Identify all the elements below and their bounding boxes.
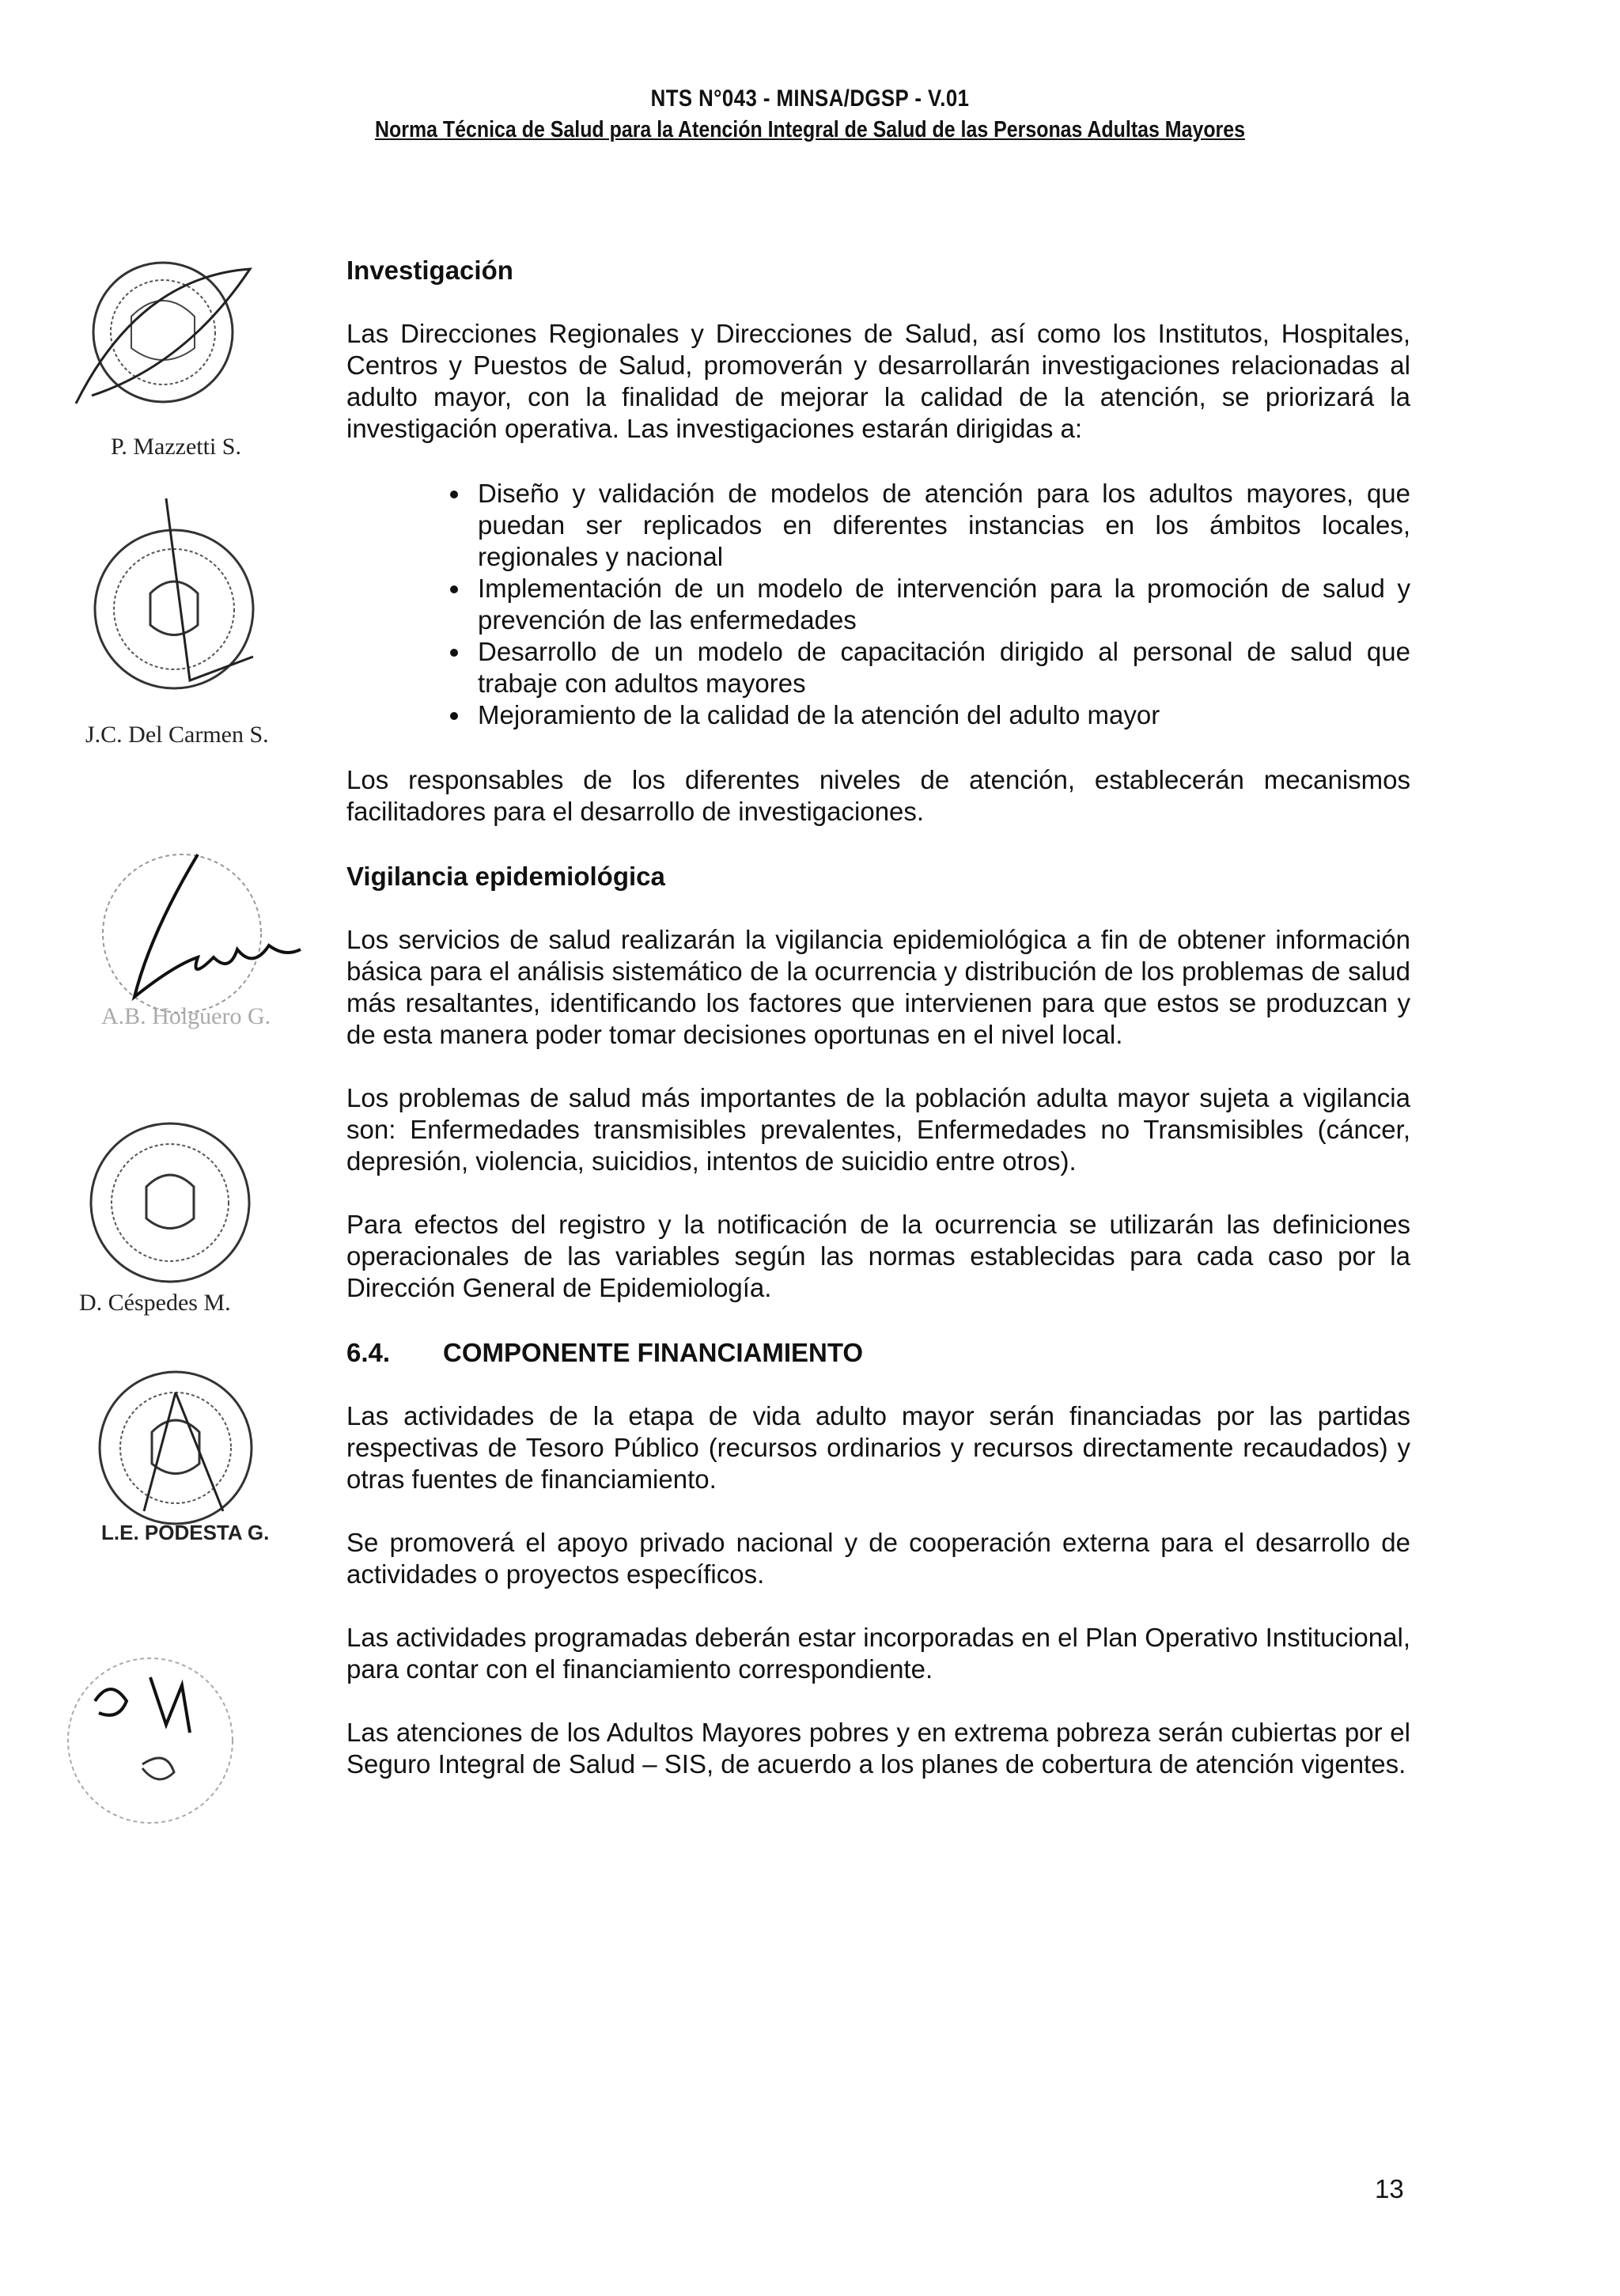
signature-name-3: A.B. Holguero G.	[101, 1003, 271, 1029]
list-item: Mejoramiento de la calidad de la atención del adulto mayor	[346, 699, 1410, 731]
bullet-icon	[450, 585, 458, 593]
paragraph-financiamiento-4: Las atenciones de los Adultos Mayores pobres y en extrema pobreza serán cubiertas por el Seguro Integral de Salud – SIS, de acuerdo a los planes de cobertura de atención vigentes.	[346, 1718, 1410, 1779]
list-item: Desarrollo de un modelo de capacitación dirigido al personal de salud que trabaje con adultos mayores	[346, 636, 1410, 699]
signature-name-1: P. Mazzetti S.	[111, 434, 241, 460]
paragraph-financiamiento-3: Las actividades programadas deberán estar incorporadas en el Plan Operativo Institucional, para contar con el financiamiento correspondiente.	[346, 1623, 1410, 1684]
paragraph-investigacion-intro: Las Direcciones Regionales y Direcciones de Salud, así como los Institutos, Hospitales, Centros y Puestos de Salud, promoverán y desarrollarán investigaciones relacionadas al adulto mayor, con la finalidad de mejorar la calidad de la atención, se priorizará la investigación operativa. Las investigaciones estarán dirigidas a:	[346, 319, 1410, 443]
bullet-icon	[450, 649, 458, 657]
official-seal-icon	[75, 1116, 265, 1290]
page-number: 13	[1375, 2174, 1404, 2203]
signature-name-5: L.E. PODESTA G.	[101, 1521, 270, 1544]
list-item: Implementación de un modelo de intervención para la promoción de salud y prevención de las enfermedades	[346, 573, 1410, 636]
seal-4	[75, 1116, 265, 1290]
official-seal-icon	[44, 245, 282, 435]
heading-vigilancia: Vigilancia epidemiológica	[346, 862, 665, 891]
paragraph-vigilancia-1: Los servicios de salud realizarán la vigilancia epidemiológica a fin de obtener información básica para el análisis sistemático de la ocurrencia y distribución de los problemas de salud más resaltantes, identificando los factores que intervienen para que estos se produzcan y de esta manera poder tomar decisiones oportunas en el nivel local.	[346, 925, 1410, 1049]
paragraph-vigilancia-2: Los problemas de salud más importantes de la población adulta mayor sujeta a vigilancia son: Enfermedades transmisibles prevalentes, Enfermedades no Transmisibles (cáncer, depresión, violencia, suicidios, intentos de suicidio entre otros).	[346, 1083, 1410, 1176]
paragraph-vigilancia-3: Para efectos del registro y la notificación de la ocurrencia se utilizarán las definiciones operacionales de las variables según las normas establecidas para cada caso por la Dirección General de Epidemiología.	[346, 1210, 1410, 1302]
list-item: Diseño y validación de modelos de atención para los adultos mayores, que puedan ser replicados en diferentes instancias en los ámbitos locales, regionales y nacional	[346, 478, 1410, 573]
signature-name-4: D. Céspedes M.	[79, 1290, 231, 1316]
seal-6	[63, 1630, 253, 1851]
official-seal-icon	[89, 1361, 263, 1535]
seal-2	[71, 491, 277, 712]
section-title: COMPONENTE FINANCIAMIENTO	[443, 1338, 864, 1367]
heading-investigacion: Investigación	[346, 256, 513, 285]
norm-code: NTS N°043 - MINSA/DGSP - V.01	[650, 85, 970, 112]
seal-5	[89, 1361, 263, 1535]
main-content	[346, 255, 1410, 1780]
bullet-icon	[450, 491, 458, 498]
official-seal-icon	[71, 491, 277, 712]
paragraph-financiamiento-1: Las actividades de la etapa de vida adulto mayor serán financiadas por las partidas respectivas de Tesoro Público (recursos ordinarios y recursos directamente recaudados) y otras fuentes de financiamiento.	[346, 1401, 1410, 1494]
investigacion-bullet-list	[346, 478, 1410, 731]
section-heading-financiamiento	[346, 1337, 1410, 1369]
paragraph-financiamiento-2: Se promoverá el apoyo privado nacional y de cooperación externa para el desarrollo de actividades o proyectos específicos.	[346, 1528, 1410, 1589]
norm-title: Norma Técnica de Salud para la Atención Integral de Salud de las Personas Adultas Mayores	[374, 117, 1246, 142]
signature-name-2: J.C. Del Carmen S.	[85, 722, 269, 748]
page-header	[0, 85, 1620, 143]
paragraph-investigacion-closing: Los responsables de los diferentes niveles de atención, establecerán mecanismos facilitadores para el desarrollo de investigaciones.	[346, 765, 1410, 826]
seal-1	[44, 245, 282, 435]
bullet-icon	[450, 712, 458, 720]
section-number: 6.4.	[346, 1338, 391, 1367]
official-seal-icon	[63, 1630, 253, 1851]
